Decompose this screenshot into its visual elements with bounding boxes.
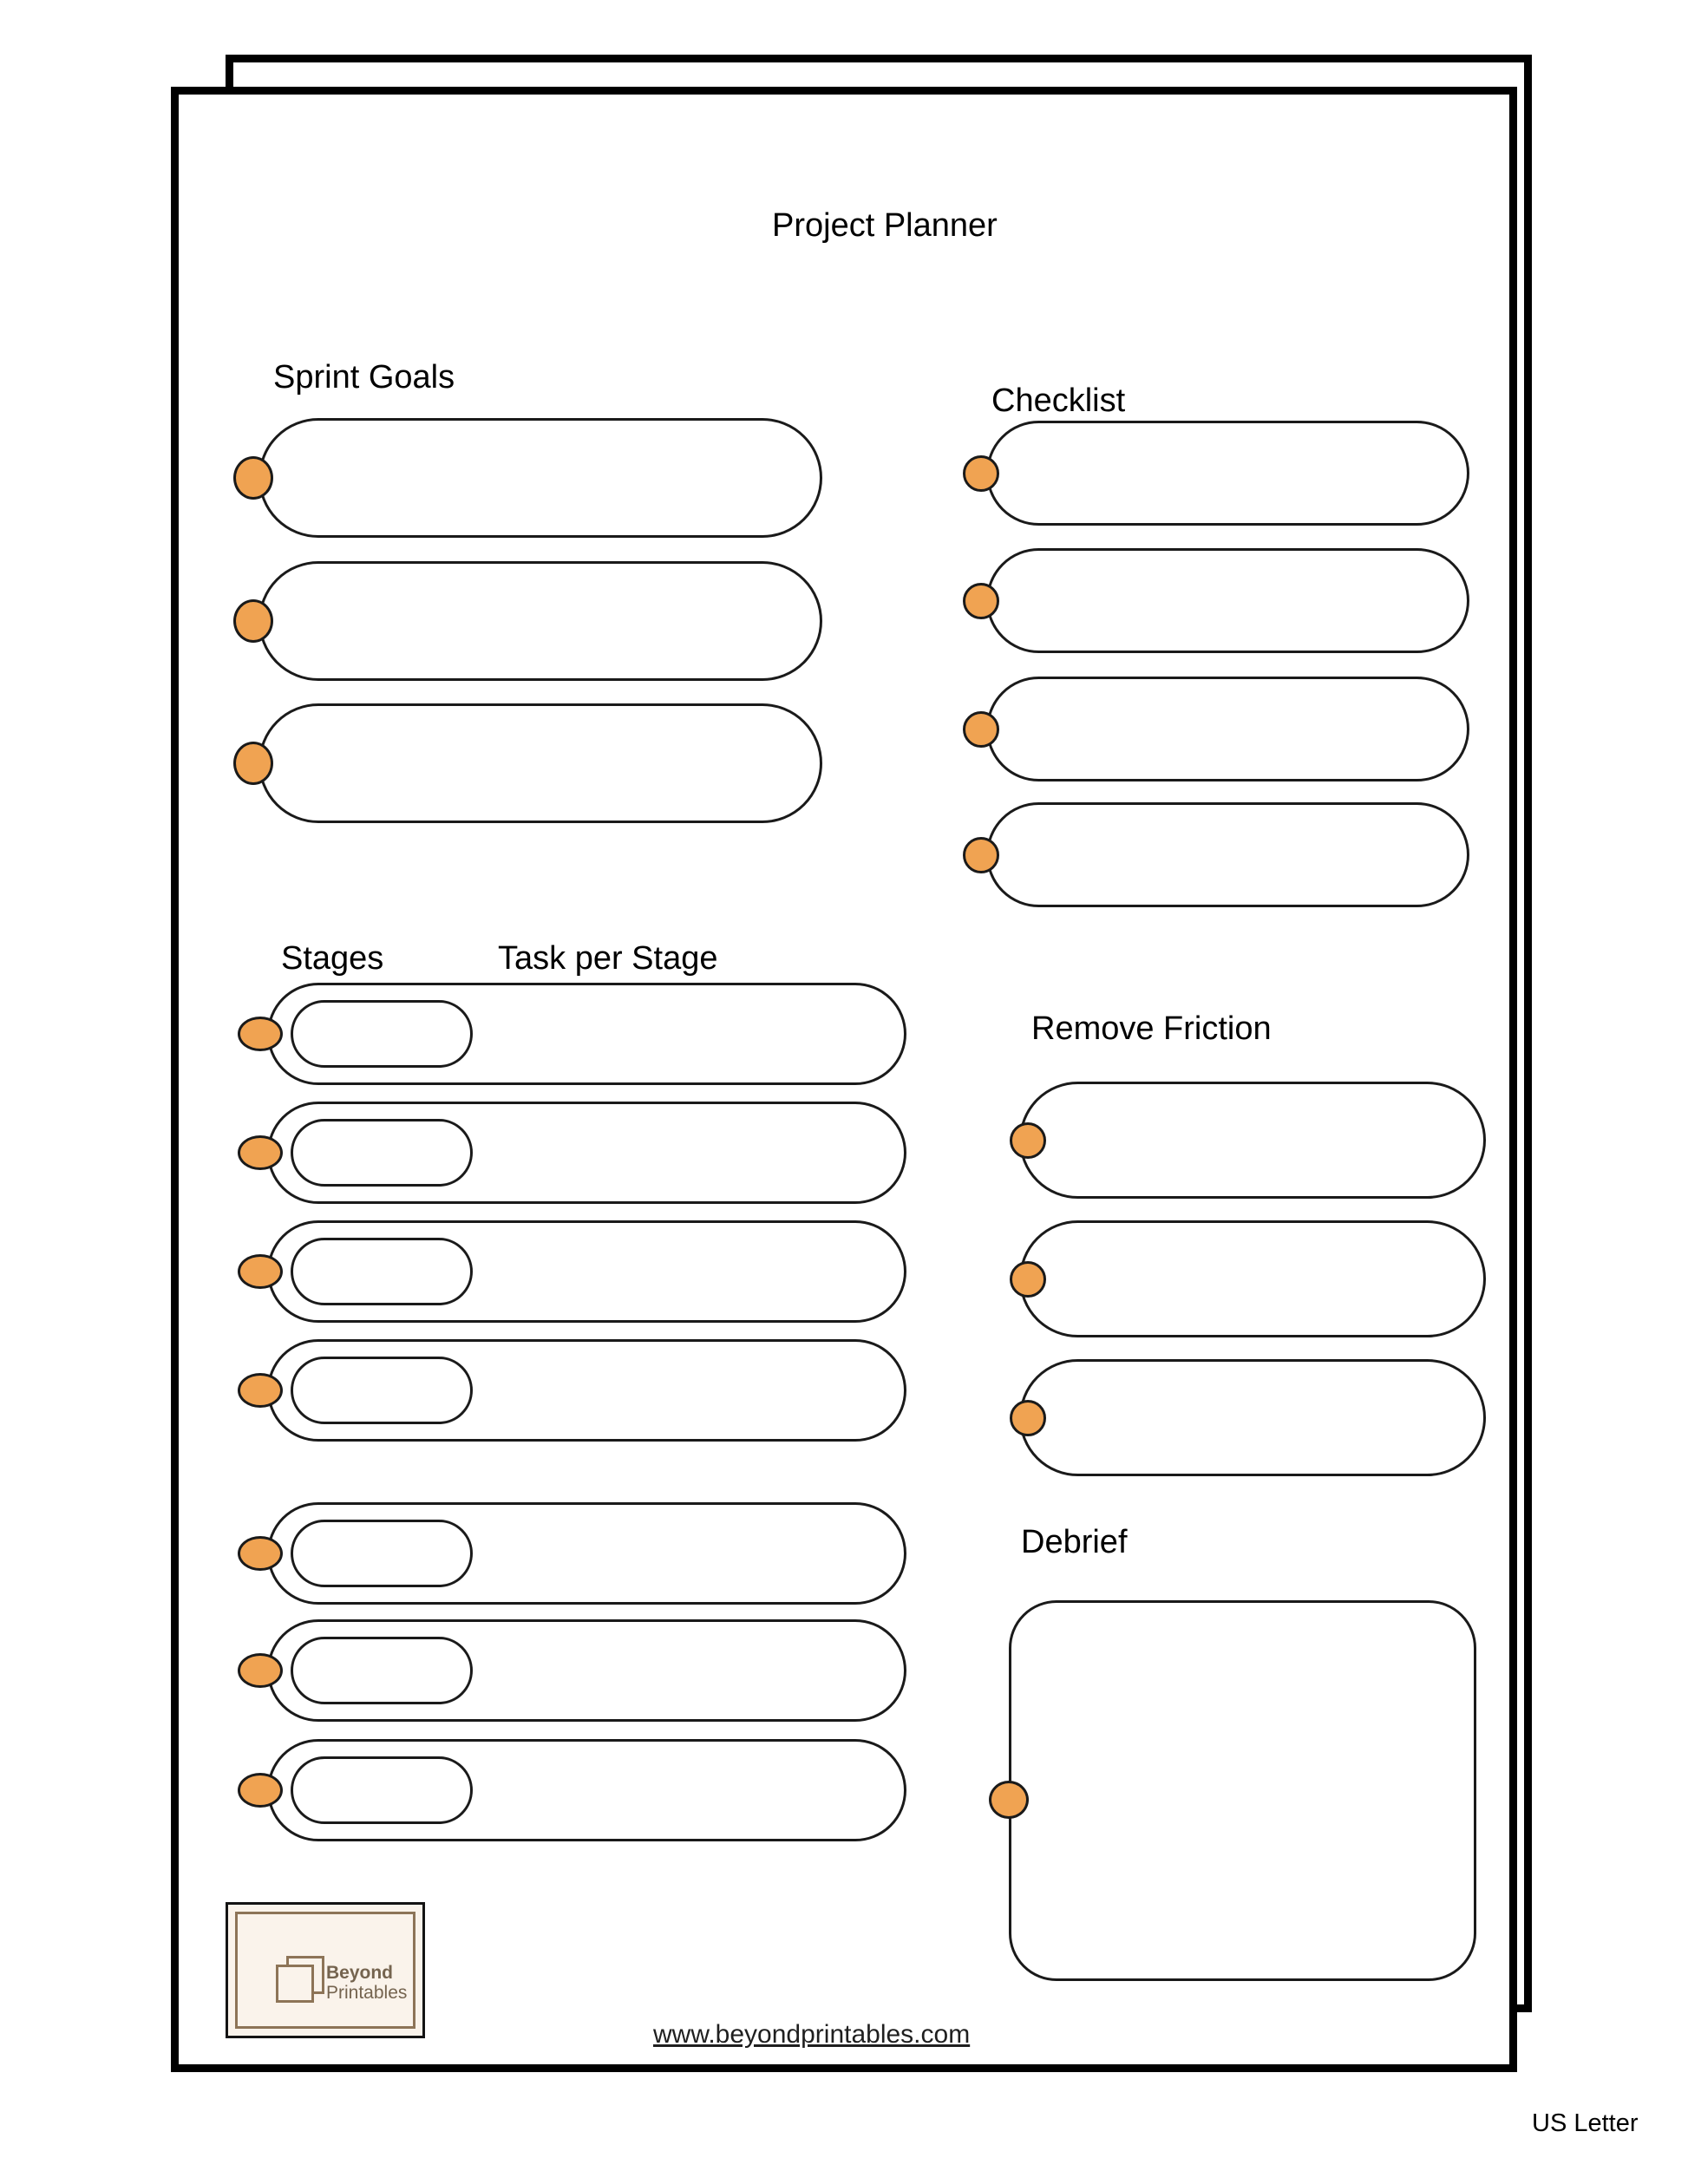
bullet-dot	[963, 583, 999, 619]
bullet-dot	[238, 1017, 283, 1051]
task-per-stage-heading: Task per Stage	[498, 940, 718, 977]
debrief-heading: Debrief	[1021, 1524, 1128, 1560]
stage-slot	[291, 1756, 473, 1824]
sprint-goal-slot	[258, 418, 822, 538]
stages-heading: Stages	[281, 940, 384, 977]
checklist-slot	[986, 548, 1469, 653]
checklist-slot	[986, 677, 1469, 781]
stage-slot	[291, 1637, 473, 1704]
sprint-goal-slot	[258, 703, 822, 823]
bullet-dot	[233, 456, 273, 500]
paper-size-label: US Letter	[1532, 2109, 1639, 2137]
brand-logo	[226, 1902, 425, 2038]
bullet-dot	[238, 1773, 283, 1808]
bullet-dot	[238, 1373, 283, 1408]
remove-friction-slot	[1019, 1359, 1486, 1476]
bullet-dot	[233, 599, 273, 643]
logo-pages-icon	[276, 1965, 314, 2003]
checklist-slot	[986, 421, 1469, 526]
stage-slot	[291, 1000, 473, 1068]
bullet-dot	[989, 1781, 1029, 1819]
bullet-dot	[1010, 1122, 1046, 1159]
checklist-slot	[986, 802, 1469, 907]
bullet-dot	[233, 742, 273, 785]
bullet-dot	[238, 1254, 283, 1289]
bullet-dot	[1010, 1400, 1046, 1436]
checklist-heading: Checklist	[991, 383, 1126, 419]
bullet-dot	[963, 711, 999, 748]
footer-url[interactable]: www.beyondprintables.com	[653, 2020, 971, 2049]
stage-slot	[291, 1520, 473, 1587]
bullet-dot	[238, 1536, 283, 1571]
stage-slot	[291, 1238, 473, 1305]
remove-friction-heading: Remove Friction	[1031, 1010, 1272, 1047]
logo-wordmark	[326, 1963, 407, 2003]
sprint-goal-slot	[258, 561, 822, 681]
debrief-box	[1009, 1600, 1476, 1981]
logo-brand-line2: Printables	[326, 1983, 408, 2003]
logo-frame	[235, 1912, 415, 2029]
bullet-dot	[238, 1653, 283, 1688]
logo-brand-line1: Beyond	[326, 1963, 394, 1983]
sprint-goals-heading: Sprint Goals	[273, 359, 455, 396]
bullet-dot	[963, 837, 999, 873]
bullet-dot	[1010, 1261, 1046, 1298]
remove-friction-slot	[1019, 1082, 1486, 1199]
bullet-dot	[238, 1135, 283, 1170]
remove-friction-slot	[1019, 1220, 1486, 1337]
page-title: Project Planner	[772, 207, 998, 244]
stage-slot	[291, 1357, 473, 1424]
stage-slot	[291, 1119, 473, 1187]
bullet-dot	[963, 455, 999, 492]
